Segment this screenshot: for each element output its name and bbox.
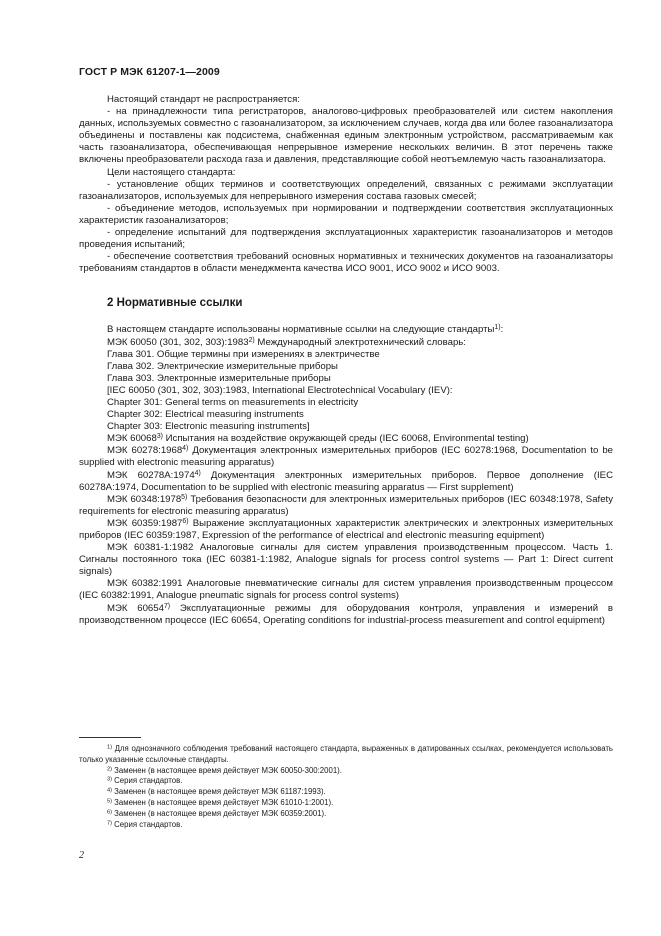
reference-subitem: Chapter 302: Electrical measuring instruments <box>107 409 304 421</box>
footnote-mark: 3) <box>107 776 112 783</box>
footnote-mark: 6) <box>182 517 189 525</box>
footnote-text: Серия стандартов. <box>112 819 183 829</box>
page-number: 2 <box>79 850 84 861</box>
reference-lead <box>79 324 613 336</box>
text-run: : <box>500 324 504 336</box>
intro-paragraph: - объединение методов, используемых при нормировании и подтверждении соответствия эксплуатационных характеристик газоанализаторов; <box>79 202 613 226</box>
footnote-mark: 3) <box>156 433 163 441</box>
footnote-mark: 4) <box>107 787 112 794</box>
reference-item: МЭК 60382:1991 Аналоговые пневматические сигналы для систем управления производственным процессом (IEC 60382:1991, Analogue pneumatic signals for process control systems) <box>79 578 613 602</box>
footnote-text: Заменен (в настоящее время действует МЭК 60050-300:2001). <box>112 765 342 775</box>
reference-item <box>79 433 613 445</box>
text-run: Выражение эксплуатационных характеристик электрических и электронных измерительных приборов (IEC 60359:1987, Expression of the performance of electrical and electronic measuring equipment) <box>79 517 613 541</box>
document-header: ГОСТ Р МЭК 61207-1—2009 <box>79 66 220 78</box>
reference-subitem: Глава 301. Общие термины при измерениях в электричестве <box>107 348 380 360</box>
text-run: Требования безопасности для электронных измерительных приборов (IEC 60348:1978, Safety requirements for electronic measuring apparatus) <box>79 493 614 517</box>
footnote-separator <box>79 737 141 738</box>
footnote-mark: 4) <box>182 445 189 453</box>
footnote-text: Для однозначного соблюдения требований настоящего стандарта, выраженных в датированных ссылках, рекомендуется использовать только указанные ссылочные стандарты. <box>79 744 613 764</box>
footnote-text: Серия стандартов. <box>112 776 183 786</box>
reference-subitem: Глава 303. Электронные измерительные приборы <box>107 372 331 384</box>
text-run: Международный электротехнический словарь: <box>254 336 466 348</box>
text-run: МЭК 60278:1968 <box>107 445 183 457</box>
footnote-mark: 2) <box>107 766 112 773</box>
reference-subitem: Chapter 301: General terms on measurements in electricity <box>107 396 359 408</box>
footnote-text: Заменен (в настоящее время действует МЭК 61010-1:2001). <box>112 797 334 807</box>
footnote-text: Заменен (в настоящее время действует МЭК 60359:2001). <box>112 808 327 818</box>
reference-item <box>79 445 613 469</box>
intro-paragraph: - установление общих терминов и соответствующих определений, связанных с режимами эксплуатации газоанализаторов, используемых для непрерывного измерения состава газовых смесей; <box>79 178 613 202</box>
intro-paragraph: - определение испытаний для подтверждения эксплуатационных характеристик газоанализаторов и методов проведения испытаний; <box>79 227 613 251</box>
section-heading: 2 Нормативные ссылки <box>107 297 243 310</box>
intro-paragraph: - на принадлежности типа регистраторов, аналогово-цифровых преобразователей или систем накопления данных, используемых совместно с газоанализатором, за исключением случаев, когда два или более газоанализатора объединены и поставлены как подсистема, снабженная единым электронным устройством, рассматриваемым как часть газоанализатора, обеспечивающая непрерывное измерение нескольких величин. В этот перечень также включены преобразователи расхода газа и давления, представляющие собой неотъемлемую часть газоанализатора. <box>79 106 613 166</box>
footnote <box>79 809 613 820</box>
reference-item <box>79 494 613 518</box>
reference-item <box>79 603 613 627</box>
footnote-mark: 5) <box>107 798 112 805</box>
reference-item: МЭК 60381-1:1982 Аналоговые сигналы для систем управления производственным процессом. Часть 1. Сигналы постоянного тока (IEC 60381-1:1982, Analogue signals for process control systems — Part 1: Direct current signals) <box>79 542 613 578</box>
text-run: Документация электронных измерительных приборов. Первое дополнение (IEC 60278A:1974, Documentation to be supplied with electronic measuring apparatus — First supplement) <box>79 469 613 493</box>
footnote-mark: 1) <box>494 324 501 332</box>
footnote-mark: 2) <box>248 336 255 344</box>
footnote <box>79 820 613 831</box>
text-run: МЭК 60068 <box>107 433 157 445</box>
reference-subitem: Chapter 303: Electronic measuring instruments] <box>107 421 310 433</box>
footnote <box>79 798 613 809</box>
text-run: МЭК 60359:1987 <box>107 517 183 529</box>
footnote <box>79 744 613 766</box>
text-run: МЭК 60050 (301, 302, 303):1983 <box>107 336 249 348</box>
text-run: МЭК 60348:1978 <box>107 493 182 505</box>
footnote <box>79 776 613 787</box>
footnote-mark: 1) <box>107 744 112 751</box>
reference-subitem: Глава 302. Электрические измерительные приборы <box>107 360 338 372</box>
text-run: Документация электронных измерительных приборов (IEC 60278:1968, Documentation to be supplied with electronic measuring apparatus) <box>79 445 613 469</box>
text-run: Испытания на воздействие окружающей среды (IEC 60068, Environmental testing) <box>162 433 529 445</box>
reference-item <box>79 470 613 494</box>
document-body <box>79 94 613 627</box>
footnotes <box>79 744 613 830</box>
text-run: Эксплуатационные режимы для оборудования контроля, управления и измерений в производственном процессе (IEC 60654, Operating conditions for industrial-process measurement and control equipment) <box>79 602 613 626</box>
footnote-mark: 5) <box>181 493 188 501</box>
footnote-mark: 6) <box>107 809 112 816</box>
footnote <box>79 766 613 777</box>
reference-item <box>79 518 613 542</box>
text-run: МЭК 60278A:1974 <box>107 469 195 481</box>
intro-paragraph: Цели настоящего стандарта: <box>107 166 236 178</box>
footnote-mark: 7) <box>107 820 112 827</box>
text-run: МЭК 60654 <box>107 602 164 614</box>
intro-paragraph: Настоящий стандарт не распространяется: <box>107 94 300 105</box>
reference-item <box>79 337 613 349</box>
text-run: В настоящем стандарте использованы нормативные ссылки на следующие стандарты <box>107 324 495 336</box>
footnote-text: Заменен (в настоящее время действует МЭК 61187:1993). <box>112 787 326 797</box>
footnote <box>79 787 613 798</box>
footnote-mark: 4) <box>194 469 201 477</box>
reference-subitem: [IEC 60050 (301, 302, 303):1983, International Electrotechnical Vocabulary (IEV): <box>107 384 453 396</box>
footnote-mark: 7) <box>163 602 171 610</box>
intro-paragraph: - обеспечение соответствия требований основных нормативных и технических документов на газоанализаторы требованиям стандартов в области менеджмента качества ИСО 9001, ИСО 9002 и ИСО 9003. <box>79 251 613 275</box>
